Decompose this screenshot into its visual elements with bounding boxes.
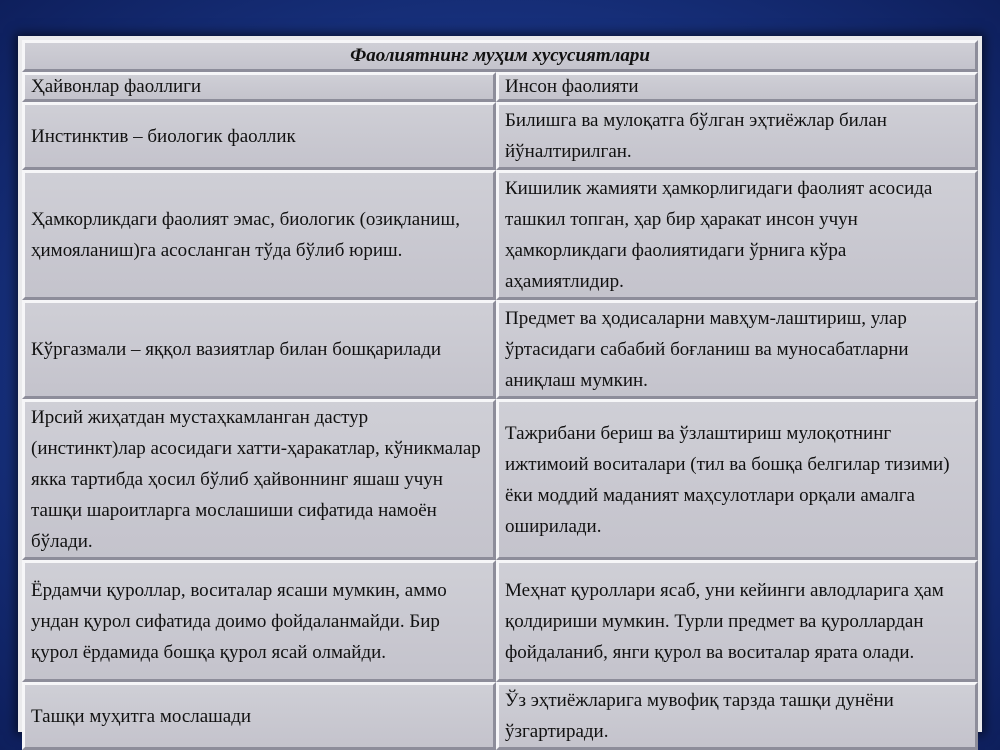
table-header-row: [22, 72, 978, 102]
animal-cell: Ирсий жиҳатдан мустаҳкамланган дастур (инстинкт)лар асосидаги хатти-ҳаракатлар, кўникмалар якка тартибда ҳосил бўлиб ҳайвоннинг яшаш учун ташқи шароитларга мослашиши сифатида намоён бўлади.: [22, 399, 496, 560]
human-cell: Ўз эҳтиёжларига мувофиқ тарзда ташқи дунёни ўзгартиради.: [496, 682, 978, 750]
header-human-activity: Инсон фаолияти: [496, 72, 978, 102]
table-title: Фаолиятнинг муҳим хусусиятлари: [22, 40, 978, 72]
animal-cell: Ёрдамчи қуроллар, воситалар ясаши мумкин, аммо ундан қурол сифатида доимо фойдаланмайди. Бир қурол ёрдамида бошқа қурол ясай олмайди.: [22, 560, 496, 682]
table-row: [22, 300, 978, 399]
animal-cell: Кўргазмали – яққол вазиятлар билан бошқарилади: [22, 300, 496, 399]
human-cell: Меҳнат қуроллари ясаб, уни кейинги авлодларига ҳам қолдириши мумкин. Турли предмет ва қуроллардан фойдаланиб, янги қурол ва воситалар ярата олади.: [496, 560, 978, 682]
animal-cell: Ташқи муҳитга мослашади: [22, 682, 496, 750]
human-cell: Кишилик жамияти ҳамкорлигидаги фаолият асосида ташкил топган, ҳар бир ҳаракат инсон учун ҳамкорликдаги фаолиятидаги ўрнига кўра аҳамиятлидир.: [496, 170, 978, 300]
animal-cell: Инстинктив – биологик фаоллик: [22, 102, 496, 170]
human-cell: Тажрибани бериш ва ўзлаштириш мулоқотнинг ижтимоий воситалари (тил ва бошқа белгилар тизими) ёки моддий маданият маҳсулотлари орқали амалга оширилади.: [496, 399, 978, 560]
table-title-row: [22, 40, 978, 72]
table-row: [22, 102, 978, 170]
table-row: [22, 170, 978, 300]
features-table: [22, 40, 978, 750]
table-row: [22, 399, 978, 560]
table-row: [22, 560, 978, 682]
human-cell: Предмет ва ҳодисаларни мавҳум-лаштириш, улар ўртасидаги сабабий боғланиш ва муносабатларни аниқлаш мумкин.: [496, 300, 978, 399]
human-cell: Билишга ва мулоқатга бўлган эҳтиёжлар билан йўналтирилган.: [496, 102, 978, 170]
table-row: [22, 682, 978, 750]
header-animal-activity: Ҳайвонлар фаоллиги: [22, 72, 496, 102]
animal-cell: Ҳамкорликдаги фаолият эмас, биологик (озиқланиш, ҳимояланиш)га асосланган тўда бўлиб юриш.: [22, 170, 496, 300]
